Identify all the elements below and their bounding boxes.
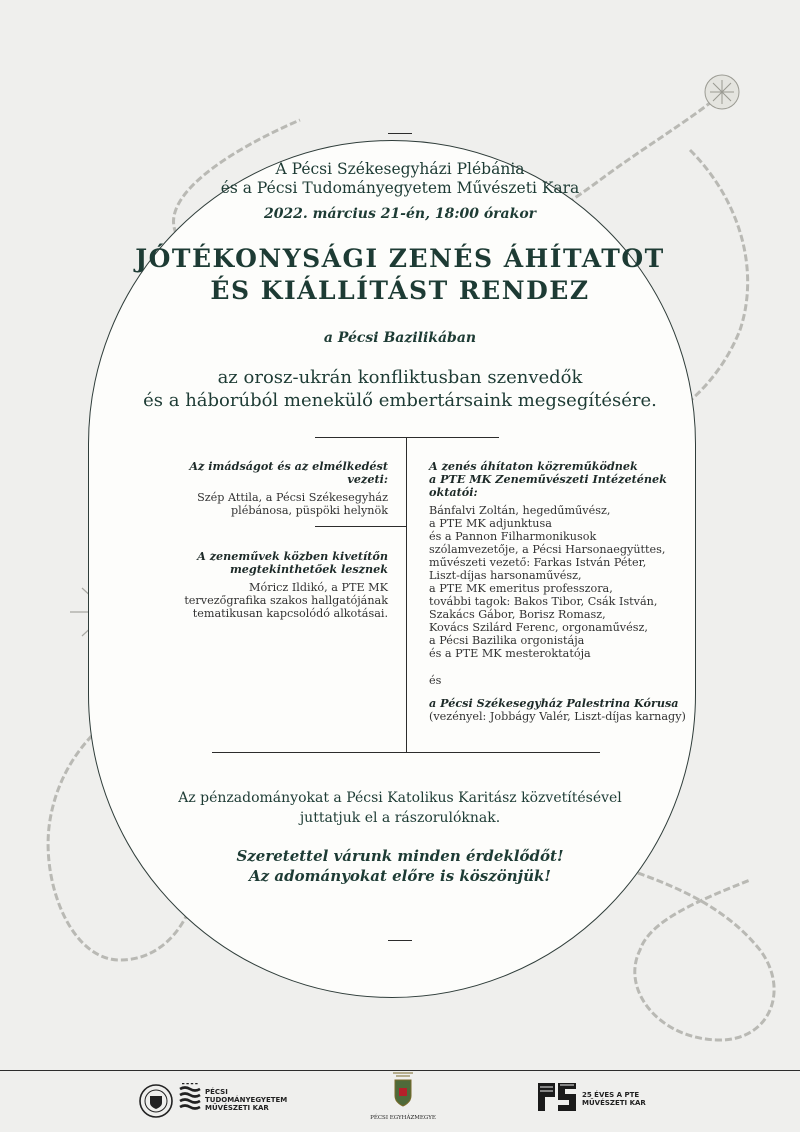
prayer-leader-heading: Az imádságot és az elmélkedést vezeti: bbox=[189, 459, 388, 486]
performer-line: Kovács Szilárd Ferenc, orgonaművész, bbox=[429, 621, 648, 634]
closing-message bbox=[0, 846, 800, 886]
closing-line-1: Szeretettel várunk minden érdeklődőt! bbox=[236, 847, 564, 865]
performer-line: Szakács Gábor, Borisz Romasz, bbox=[429, 608, 606, 621]
performer-line: a PTE MK adjunktusa bbox=[429, 517, 552, 530]
purpose-line-2: és a háborúból menekülő embertársaink megsegítésére. bbox=[143, 390, 657, 411]
event-date: 2022. március 21-én, 18:00 órakor bbox=[263, 206, 537, 222]
program-center-rule bbox=[406, 437, 407, 753]
performer-line: Bánfalvi Zoltán, hegedűművész, bbox=[429, 504, 611, 517]
donation-line-2: juttatjuk el a rászorulóknak. bbox=[299, 810, 501, 826]
organizer-line-2: és a Pécsi Tudományegyetem Művészeti Kara bbox=[220, 179, 580, 197]
performer-line: szólamvezetője, a Pécsi Harsonaegyüttes, bbox=[429, 543, 666, 556]
diocese-label: PÉCSI EGYHÁZMEGYE bbox=[370, 1115, 436, 1121]
donation-line-1: Az pénzadományokat a Pécsi Katolikus Karitász közvetítésével bbox=[178, 790, 622, 806]
seed-head bbox=[705, 75, 739, 109]
program-bottom-rule bbox=[212, 752, 600, 753]
and-text: és bbox=[429, 674, 442, 687]
performer-line: és a PTE MK mesteroktatója bbox=[429, 647, 591, 660]
event-title bbox=[0, 243, 800, 307]
diocese-coat-of-arms-icon bbox=[388, 1070, 418, 1110]
donation-note bbox=[0, 788, 800, 828]
pte-logo-text bbox=[205, 1088, 287, 1112]
university-seal-icon bbox=[138, 1083, 174, 1119]
anniversary-25-logo-icon bbox=[537, 1082, 577, 1112]
performers-heading-2: a PTE MK Zeneművészeti Intézetének oktatói: bbox=[429, 472, 667, 499]
prayer-leader-line-1: Szép Attila, a Pécsi Székesegyház bbox=[197, 491, 388, 504]
pte-logo-line-1: PÉCSI bbox=[205, 1088, 228, 1096]
exhibition-line-2: tervezőgrafika szakos hallgatójának bbox=[184, 594, 388, 607]
performer-line: további tagok: Bakos Tibor, Csák István, bbox=[429, 595, 658, 608]
program-top-rule bbox=[315, 437, 499, 438]
bottom-divider bbox=[388, 940, 412, 941]
purpose-line-1: az orosz-ukrán konfliktusban szenvedők bbox=[217, 367, 583, 388]
closing-line-2: Az adományokat előre is köszönjük! bbox=[249, 867, 551, 885]
choir-name: a Pécsi Székesegyház Palestrina Kórusa bbox=[429, 696, 679, 710]
purpose bbox=[0, 366, 800, 412]
performer-line: a PTE MK emeritus professzora, bbox=[429, 582, 613, 595]
top-divider bbox=[388, 133, 412, 134]
exhibition-line-1: Móricz Ildikó, a PTE MK bbox=[249, 581, 388, 594]
performer-line: művészeti vezető: Farkas István Péter, bbox=[429, 556, 647, 569]
exhibition-line-3: tematikusan kapcsolódó alkotásai. bbox=[192, 607, 388, 620]
organizer-line-1: A Pécsi Székesegyházi Plébánia bbox=[275, 160, 525, 178]
exhibition-block bbox=[158, 550, 388, 620]
title-line-1: JÓTÉKONYSÁGI ZENÉS ÁHÍTATOT bbox=[135, 244, 665, 273]
performer-line: Liszt-díjas harsonaművész, bbox=[429, 569, 582, 582]
performers-block bbox=[429, 460, 709, 723]
anniversary-line-2: MŰVÉSZETI KAR bbox=[582, 1099, 646, 1107]
prayer-leader-block bbox=[158, 460, 388, 517]
title-line-2: ÉS KIÁLLÍTÁST RENDEZ bbox=[210, 276, 590, 305]
pte-logo-line-3: MŰVÉSZETI KAR bbox=[205, 1104, 269, 1112]
performers-heading-1: A zenés áhítaton közreműködnek bbox=[429, 459, 638, 473]
performers-list bbox=[429, 504, 709, 660]
pte-waves-logo-icon bbox=[178, 1083, 202, 1111]
organizers bbox=[0, 160, 800, 198]
exhibition-heading-2: megtekinthetőek lesznek bbox=[229, 562, 388, 576]
performer-line: a Pécsi Bazilika orgonistája bbox=[429, 634, 585, 647]
venue: a Pécsi Bazilikában bbox=[323, 330, 477, 346]
prayer-leader-line-2: plébánosa, püspöki helynök bbox=[230, 504, 388, 517]
anniversary-line-1: 25 ÉVES A PTE bbox=[582, 1091, 640, 1099]
program-left-rule bbox=[315, 526, 407, 527]
performer-line: és a Pannon Filharmonikusok bbox=[429, 530, 597, 543]
anniversary-logo-text bbox=[582, 1091, 646, 1107]
exhibition-heading-1: A zeneművek közben kivetítőn bbox=[197, 549, 388, 563]
choir-conductor: (vezényel: Jobbágy Valér, Liszt-díjas karnagy) bbox=[429, 710, 686, 723]
pte-logo-line-2: TUDOMÁNYEGYETEM bbox=[205, 1096, 288, 1104]
